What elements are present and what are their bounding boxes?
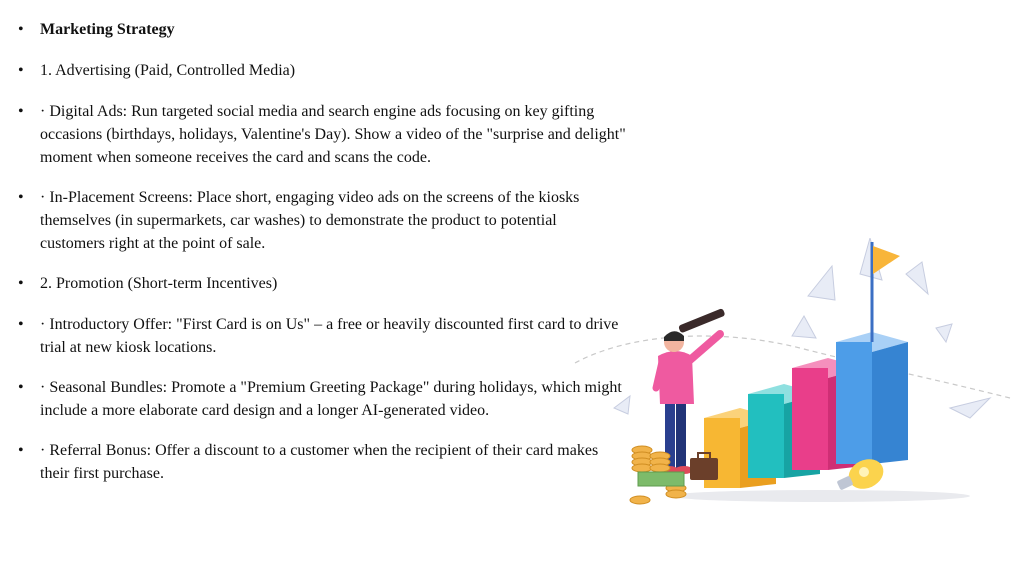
bullet-marker: •	[18, 316, 24, 333]
bullet-promotion	[18, 272, 643, 295]
bullet-marker: •	[18, 442, 24, 459]
bullet-list	[18, 18, 643, 485]
bullet-marker: •	[18, 103, 24, 120]
bullet-text-referral-bonus: · Referral Bonus: Offer a discount to a customer when the recipient of their card makes their first purchase.	[40, 442, 599, 482]
bullet-text-in-placement-screens: · In-Placement Screens: Place short, engaging video ads on the screens of the kiosks themselves (in supermarkets, car washes) to demonstrate the product to potential customers right at the point of sale.	[40, 189, 580, 252]
bullet-text-advertising: 1. Advertising (Paid, Controlled Media)	[40, 62, 296, 79]
bullet-marker: •	[18, 189, 24, 206]
bullet-marker: •	[18, 21, 24, 38]
bullet-text-promotion: 2. Promotion (Short-term Incentives)	[40, 275, 278, 292]
bullet-referral-bonus	[18, 439, 618, 485]
bullet-digital-ads	[18, 100, 643, 169]
bullet-text-marketing-strategy: Marketing Strategy	[40, 21, 175, 38]
bullet-text-seasonal-bundles: · Seasonal Bundles: Promote a "Premium Greeting Package" during holidays, which might include a more elaborate card design and a longer AI-generated video.	[40, 379, 622, 419]
bullet-marker: •	[18, 275, 24, 292]
growth-bar-chart-illustration	[570, 238, 1024, 528]
flag-icon	[872, 242, 900, 342]
bullet-in-placement-screens	[18, 186, 618, 255]
bullet-text-introductory-offer: · Introductory Offer: "First Card is on Us" – a free or heavily discounted first card to drive trial at new kiosk locations.	[40, 316, 619, 356]
ground-shadow	[670, 490, 970, 502]
bullet-marker: •	[18, 62, 24, 79]
money-bills	[638, 472, 684, 486]
bullet-seasonal-bundles	[18, 376, 643, 422]
bullet-advertising	[18, 59, 643, 82]
bullet-text-digital-ads: · Digital Ads: Run targeted social media and search engine ads focusing on key gifting occasions (birthdays, holidays, Valentine's Day). Show a video of the "surprise and delight" moment when someone receives the card and scans the code.	[40, 103, 626, 166]
bullet-marker: •	[18, 379, 24, 396]
bar-blue	[836, 332, 908, 464]
bullet-introductory-offer	[18, 313, 643, 359]
bullet-title	[18, 18, 643, 41]
